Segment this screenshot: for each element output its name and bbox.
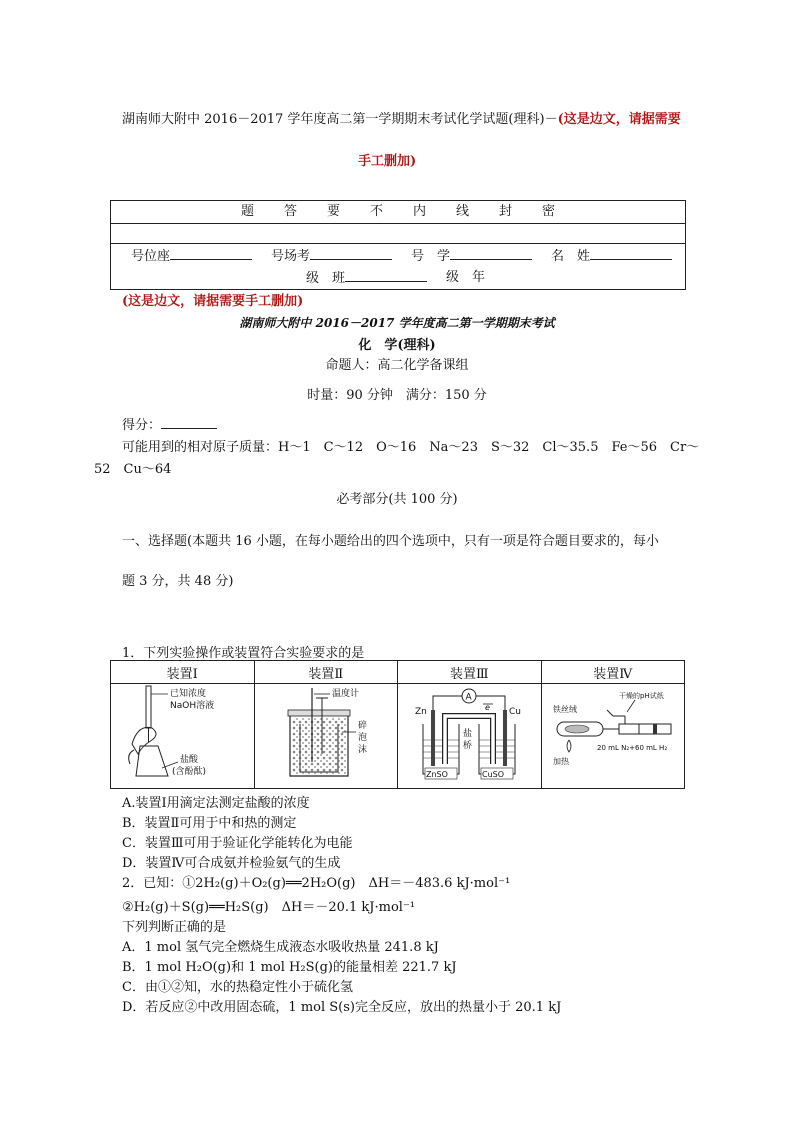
device-2-figure (254, 684, 398, 789)
document-title (122, 108, 681, 127)
student-id-label: 号 学 (411, 249, 451, 264)
class-field[interactable] (345, 267, 427, 282)
d3-label-zn: Zn (415, 707, 428, 717)
q1-stem: 1．下列实验操作或装置符合实验要求的是 (122, 646, 365, 661)
ammonia-synthesis-figure (543, 684, 683, 784)
subject-title: 化 学(理科) (358, 338, 436, 353)
device-3-header: 装置Ⅲ (398, 661, 542, 684)
q2-prompt: 下列判断正确的是 (122, 920, 227, 935)
section-heading: 必考部分(共 100 分) (336, 492, 458, 507)
seal-char: 答 (283, 204, 297, 219)
device-1-figure (111, 684, 255, 789)
device-4-header: 装置Ⅳ (541, 661, 685, 684)
d4-label-heat: 加热 (552, 757, 569, 766)
q1-option-c: C．装置Ⅲ可用于验证化学能转化为电能 (122, 836, 353, 851)
d4-label-steelwool: 铁丝绒 (552, 705, 577, 714)
part1-line-1: 一、选择题(本题共 16 小题，在每小题给出的四个选项中，只有一项是符合题目要求的，每小 (122, 534, 659, 549)
q2-stem-prefix: 2．已知：① (122, 876, 196, 891)
d3-label-cu: Cu (509, 707, 522, 717)
room-field[interactable] (310, 245, 392, 260)
seat-field[interactable] (170, 245, 252, 260)
class-label: 级 班 (306, 271, 346, 286)
q2-equation-2: ②H₂(g)＋S(g)══H₂S(g) ΔH＝－20.1 kJ·mol⁻¹ (122, 900, 416, 915)
title-main: 湖南师大附中 2016－2017 学年度高二第一学期期末考试化学试题(理科)－ (122, 112, 558, 127)
q1-option-a: A.装置Ⅰ用滴定法测定盐酸的浓度 (122, 796, 310, 811)
q1-option-b: B．装置Ⅱ可用于中和热的测定 (122, 816, 297, 831)
q2-option-a: A．1 mol 氢气完全燃烧生成液态水吸收热量 241.8 kJ (122, 940, 439, 955)
d3-label-bridge: 桥 (463, 741, 473, 751)
part1-line-2: 题 3 分，共 48 分) (122, 574, 234, 589)
q2-option-b: B．1 mol H₂O(g)和 1 mol H₂S(g)的能量相差 221.7 kJ (122, 960, 457, 975)
seal-blank-row (111, 223, 685, 244)
d3-label-salt: 盐 (463, 729, 473, 739)
student-id-field[interactable] (450, 245, 532, 260)
seat-label: 号位座 (131, 249, 171, 264)
time-score-line: 时量：90 分钟 满分：150 分 (307, 388, 487, 403)
d4-label-gases: 20 mL N₂+60 mL H₂ (596, 744, 667, 752)
atomic-masses-1: 可能用到的相对原子质量：H～1 C～12 O～16 Na～23 S～32 Cl～35.5 Fe～56 Cr～ (122, 440, 700, 455)
d3-label-ammeter: A (465, 692, 472, 703)
seal-char: 密 (542, 204, 556, 219)
titration-figure (112, 684, 252, 784)
device-1-header: 装置Ⅰ (111, 661, 255, 684)
q2-stem (122, 872, 510, 891)
seal-class-row (111, 267, 685, 289)
atomic-masses-2: 52 Cu～64 (94, 462, 172, 477)
galvanic-cell-figure (399, 684, 539, 784)
score-label: 得分： (122, 418, 162, 433)
d1-label-hcl: 盐酸 (180, 755, 199, 765)
seal-char: 线 (456, 204, 470, 219)
d1-label-conc: 已知浓度 (170, 689, 207, 699)
score-line (122, 414, 217, 433)
title-note-1: (这是边文，请据需要 (557, 112, 681, 127)
q2-option-c: C．由①②知，水的热稳定性小于硫化氢 (122, 980, 353, 995)
calorimeter-figure (256, 684, 396, 784)
apparatus-table (110, 660, 685, 789)
d1-label-naoh: NaOH溶液 (170, 701, 215, 711)
seal-char: 内 (413, 204, 427, 219)
author-line: 命题人：高二化学备课组 (325, 358, 469, 373)
device-3-figure (398, 684, 542, 789)
device-4-figure (541, 684, 685, 789)
seal-char: 要 (326, 204, 340, 219)
q2-equation-1: 2H₂(g)＋O₂(g)══2H₂O(g) ΔH＝－483.6 kJ·mol⁻¹ (195, 876, 511, 891)
d4-label-ph-paper: 干燥的pH试纸 (618, 692, 664, 700)
d2-label-1: 碎 (357, 721, 367, 731)
device-2-header: 装置Ⅱ (254, 661, 398, 684)
d2-label-3: 沫 (357, 745, 367, 755)
seal-box (110, 200, 686, 290)
name-label: 名 姓 (551, 249, 591, 264)
seal-char: 不 (369, 204, 383, 219)
school-title: 湖南师大附中 2016－2017 学年度高二第一学期期末考试 (239, 316, 555, 330)
d2-label-2: 泡 (357, 733, 367, 743)
grade-label: 级 年 (446, 270, 486, 285)
title-note-2: 手工删加) (358, 154, 417, 169)
q1-option-d: D．装置Ⅳ可合成氨并检验氨气的生成 (122, 856, 341, 871)
edge-note: (这是边文，请据需要手工删加) (122, 294, 304, 309)
name-field[interactable] (590, 245, 672, 260)
seal-char: 封 (499, 204, 513, 219)
d3-label-cuso4: CuSO (482, 770, 505, 779)
d1-label-phenol: (含酚酞) (172, 767, 207, 777)
seal-char: 题 (240, 204, 254, 219)
score-field[interactable] (161, 414, 217, 429)
q2-option-d: D．若反应②中改用固态硫，1 mol S(s)完全反应，放出的热量小于 20.1 kJ (122, 1000, 562, 1015)
d3-label-electron: e (485, 703, 491, 712)
seal-line-row (111, 201, 685, 224)
seal-fields-row (111, 245, 685, 267)
d2-label-thermometer: 温度计 (331, 689, 359, 699)
d3-label-znso4: ZnSO (426, 770, 449, 779)
room-label: 号场考 (271, 249, 311, 264)
